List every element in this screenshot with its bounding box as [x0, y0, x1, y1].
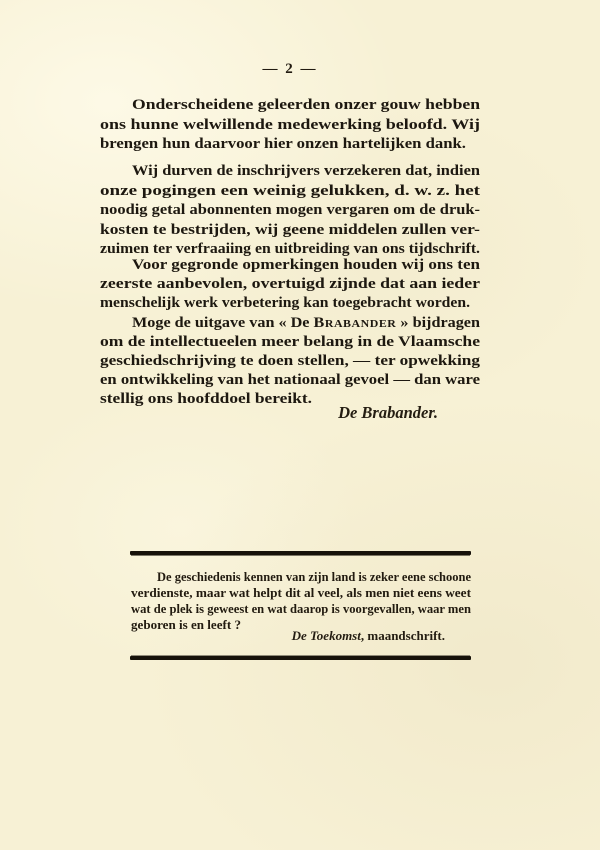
svg-text:Wij durven de inschrijvers ver: Wij durven de inschrijvers verzekeren dat, indien — [132, 163, 481, 179]
svg-text:verdienste, maar wat helpt dit: verdienste, maar wat helpt dit al veel, als men niet eens weet — [131, 585, 472, 600]
paragraph — [100, 255, 480, 312]
page-number: — 2 — — [262, 61, 318, 77]
svg-text:zuimen ter verfraaiing en uitb: zuimen ter verfraaiing en uitbreiding van ons tijdschrift. — [100, 241, 481, 257]
divider-rule-top — [130, 551, 471, 555]
svg-text:en ontwikkeling van het nation: en ontwikkeling van het nationaal gevoel — dan ware — [100, 372, 481, 388]
journal-title: Brabander — [313, 315, 391, 331]
footnote-quote — [131, 570, 471, 634]
text-line — [131, 586, 471, 602]
svg-text:kosten te bestrijden, wij geen: kosten te bestrijden, wij geene middelen zullen ver- — [100, 221, 480, 238]
text-line — [100, 332, 480, 351]
text-line — [100, 200, 480, 220]
svg-text:wat de plek is geweest en wat: wat de plek is geweest en wat daarop is voorgevallen, waar men — [131, 601, 471, 616]
footnote-source-title: De Toekomst — [291, 628, 361, 643]
svg-text:noodig getal abonnenten mogen: noodig getal abonnenten mogen vergaren om de druk- — [100, 202, 480, 218]
text-line — [100, 220, 480, 240]
text-line — [100, 115, 480, 135]
text-line — [100, 313, 480, 332]
svg-text:stellig ons hoofddoel bereikt.: stellig ons hoofddoel bereikt. — [100, 391, 313, 407]
svg-text:om de intellectueelen meer bel: om de intellectueelen meer belang in de Vlaamsche — [100, 334, 481, 350]
svg-text:Moge de uitgave van « De Braba: Moge de uitgave van « De Brabander » bijdragen — [132, 315, 474, 331]
text-line — [131, 602, 471, 618]
svg-text:onze pogingen een weinig geluk: onze pogingen een weinig gelukken, d. w. z. het — [100, 182, 481, 199]
svg-text:Voor gegronde opmerkingen houd: Voor gegronde opmerkingen houden wij ons ten — [132, 257, 481, 273]
text-line — [100, 274, 480, 293]
paragraph — [100, 313, 480, 408]
text-line — [100, 161, 480, 181]
author-signature: De Brabander. — [338, 403, 438, 422]
text-line — [131, 570, 471, 586]
svg-text:geschiedschrijving te doen ste: geschiedschrijving te doen stellen, — ter opwekking — [100, 353, 481, 369]
paragraph — [100, 95, 480, 154]
svg-text:brengen hun daarvoor hier onze: brengen hun daarvoor hier onzen hartelijken dank. — [100, 136, 467, 152]
text-line — [100, 351, 480, 370]
divider-rule-bottom — [130, 656, 471, 660]
svg-text:ons hunne welwillende medewerk: ons hunne welwillende medewerking beloofd. Wij — [100, 116, 480, 133]
svg-text:geboren is en leeft ?: geboren is en leeft ? — [131, 617, 241, 632]
footnote-attribution — [131, 628, 471, 644]
svg-text:zeerste aanbevolen, overtuigd: zeerste aanbevolen, overtuigd zijnde dat aan ieder — [100, 276, 481, 292]
text-line — [100, 293, 480, 312]
paragraph — [100, 161, 480, 259]
text-line — [100, 181, 480, 201]
svg-text:Onderscheidene geleerden onzer: Onderscheidene geleerden onzer gouw hebben — [132, 97, 481, 113]
text-line — [100, 255, 480, 274]
footnote-source-rest: , maandschrift. — [360, 628, 445, 643]
svg-text:menschelijk werk verbetering k: menschelijk werk verbetering kan toegebracht worden. — [100, 295, 471, 311]
text-line — [100, 370, 480, 389]
svg-text:De geschiedenis kennen van zij: De geschiedenis kennen van zijn land is zeker eene schoone — [157, 570, 472, 584]
text-line — [100, 95, 480, 115]
text-line — [100, 134, 480, 154]
